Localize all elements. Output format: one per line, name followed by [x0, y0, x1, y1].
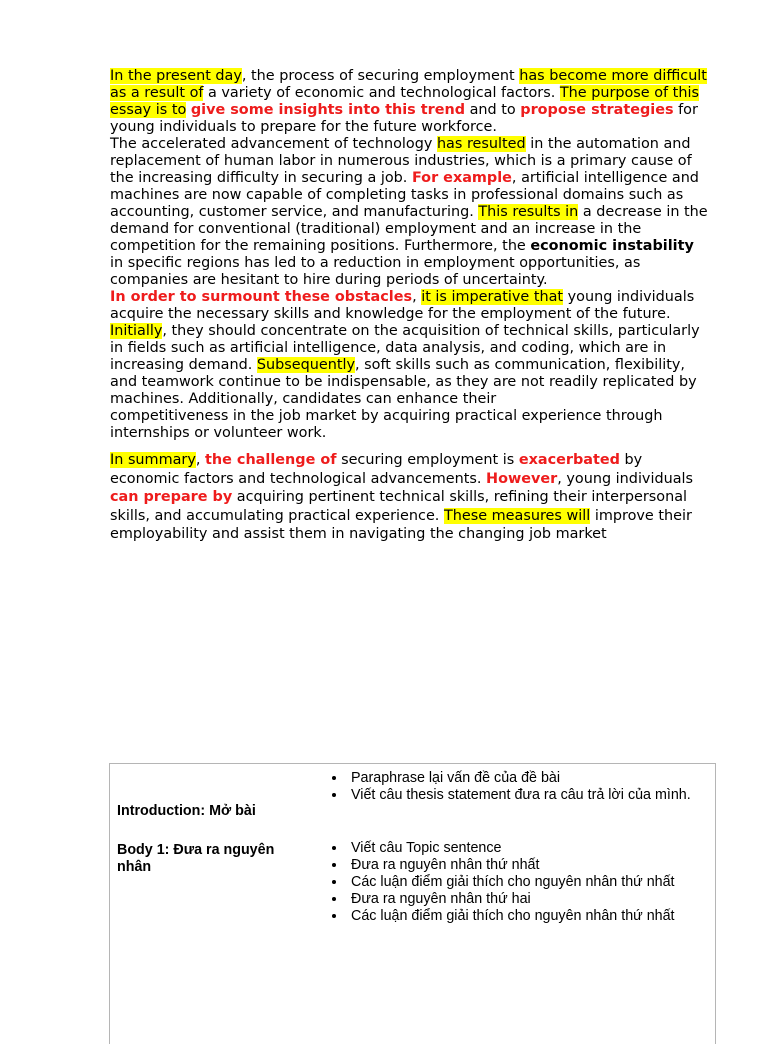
text-run: competitiveness in the job market by acquiring practical experience through internships or volunteer work. — [110, 408, 663, 441]
list-item: • Các luận điểm giải thích cho nguyên nhân thứ nhất — [347, 908, 715, 925]
text-run: , soft skills such as communication, flexibility, and teamwork continue to be indispensable, as they are not readily replicated by machines. Additionally, candidates can enhance their — [110, 357, 697, 407]
emphasized-phrase: In order to surmount these obstacles — [110, 289, 413, 305]
list-item: • Viết câu thesis statement đưa ra câu trả lời của mình. — [347, 787, 715, 804]
text-run: , — [195, 452, 206, 468]
outline-row-introduction — [110, 770, 715, 820]
text-run: by economic factors and technological advancements. — [110, 452, 643, 487]
highlighted-phrase: Subsequently — [256, 357, 355, 373]
text-run: acquiring pertinent technical skills, refining their interpersonal skills, and accumulating practical experience. — [110, 489, 688, 524]
emphasized-phrase: propose strategies — [520, 102, 674, 118]
text-run: , — [412, 289, 422, 305]
text-run: a decrease in the demand for conventional (traditional) employment and an increase in the competition for the remaining positions. Furthermore, the — [110, 204, 708, 254]
body1-paragraph — [110, 136, 710, 289]
text-run: young individuals acquire the necessary skills and knowledge for the employment of the future. — [110, 289, 695, 322]
body2-paragraph — [110, 289, 710, 408]
outline-row-body-1 — [110, 840, 715, 925]
highlighted-phrase: The purpose of this essay is to — [110, 85, 699, 118]
highlighted-phrase: has resulted — [436, 136, 526, 152]
highlighted-phrase: Initially — [110, 323, 163, 339]
emphasized-phrase: However — [486, 470, 558, 487]
emphasized-phrase: exacerbated — [518, 452, 620, 468]
list-item: • Viết câu Topic sentence — [347, 840, 715, 857]
list-item: • Paraphrase lại vấn đề của đề bài — [347, 770, 715, 787]
emphasized-phrase: can prepare by — [110, 489, 233, 505]
intro-paragraph — [110, 68, 710, 136]
highlighted-phrase: In summary — [110, 452, 196, 468]
text-run: and to — [465, 102, 521, 118]
highlighted-phrase: it is imperative that — [421, 289, 564, 305]
body2-paragraph-continued — [110, 408, 710, 442]
list-item: • Đưa ra nguyên nhân thứ nhất — [347, 857, 715, 874]
text-run: , the process of securing employment — [241, 68, 520, 84]
text-run: in the automation and replacement of human labor in numerous industries, which is a primary cause of the increasing difficulty in securing a job. — [110, 136, 692, 186]
text-run: securing employment is — [336, 452, 519, 468]
outline-row-items — [310, 840, 715, 925]
essay-outline-table — [109, 763, 716, 1044]
text-run: , young individuals — [557, 470, 694, 487]
list-item: • Đưa ra nguyên nhân thứ hai — [347, 891, 715, 908]
highlighted-phrase: has become more difficult as a result of — [110, 68, 707, 101]
text-run: a variety of economic and technological factors. — [203, 85, 560, 101]
list-item: • Các luận điểm giải thích cho nguyên nhân thứ nhất — [347, 874, 715, 891]
bullet-list — [310, 840, 715, 925]
text-run: , artificial intelligence and machines are now capable of completing tasks in professional domains such as accounting, customer service, and manufacturing. — [110, 170, 699, 220]
essay-body — [110, 68, 710, 544]
text-run: improve their employability and assist them in navigating the changing job market — [110, 507, 692, 542]
bold-phrase: economic instability — [530, 238, 694, 254]
highlighted-phrase: In the present day — [110, 68, 242, 84]
outline-row-items — [310, 770, 715, 820]
text-run: , they should concentrate on the acquisition of technical skills, particularly in fields such as artificial intelligence, data analysis, and coding, which are in increasing demand. — [110, 323, 700, 373]
highlighted-phrase: This results in — [478, 204, 579, 220]
outline-row-label: Body 1: Đưa ra nguyên nhân — [117, 842, 275, 875]
bullet-list — [310, 770, 715, 804]
emphasized-phrase: the challenge of — [205, 452, 337, 468]
text-run: in specific regions has led to a reduction in employment opportunities, as companies are hesitant to hire during periods of uncertainty. — [110, 255, 641, 288]
conclusion-paragraph — [110, 451, 710, 544]
outline-row-label: Introduction: Mở bài — [117, 803, 256, 819]
text-run: The accelerated advancement of technology — [110, 136, 437, 152]
emphasized-phrase: give some insights into this trend — [190, 102, 466, 118]
highlighted-phrase: These measures will — [443, 507, 591, 524]
emphasized-phrase: For example — [411, 170, 512, 186]
text-run: for young individuals to prepare for the future workforce. — [110, 102, 698, 135]
